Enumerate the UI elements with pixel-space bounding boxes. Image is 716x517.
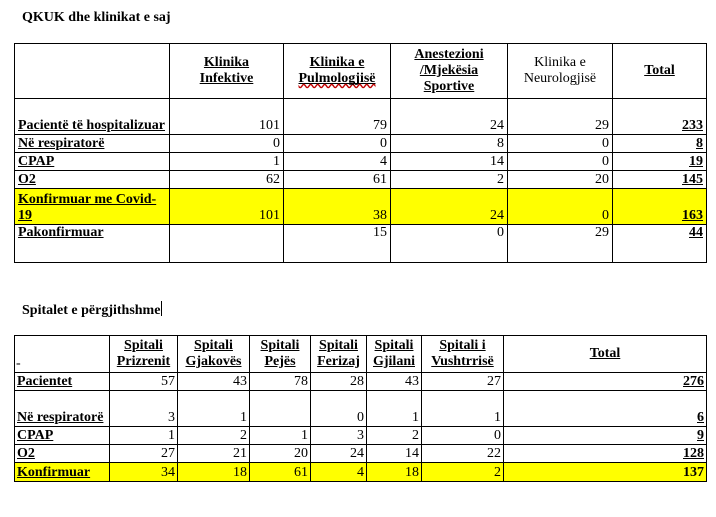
table-header-row bbox=[15, 336, 707, 373]
cell: 78 bbox=[250, 373, 311, 391]
col-header-total: Total bbox=[613, 44, 707, 99]
row-label-cpap: CPAP bbox=[15, 427, 110, 445]
cell: 29 bbox=[508, 99, 613, 135]
cell: 14 bbox=[391, 153, 508, 171]
cell: 101 bbox=[170, 99, 284, 135]
cell: 8 bbox=[391, 135, 508, 153]
cell: 20 bbox=[250, 445, 311, 463]
row-label-respiratore: Në respiratorë bbox=[15, 391, 110, 427]
cell: 0 bbox=[170, 135, 284, 153]
table-row-highlighted bbox=[15, 189, 707, 225]
row-label-cpap: CPAP bbox=[15, 153, 170, 171]
cell: 1 bbox=[250, 427, 311, 445]
cell: 24 bbox=[391, 189, 508, 225]
row-total: 137 bbox=[504, 463, 707, 482]
row-total: 6 bbox=[504, 391, 707, 427]
cell: 43 bbox=[367, 373, 422, 391]
table-row bbox=[15, 445, 707, 463]
clinics-table bbox=[14, 43, 707, 263]
table-row bbox=[15, 427, 707, 445]
cell: 2 bbox=[422, 463, 504, 482]
cell: 29 bbox=[508, 225, 613, 263]
cell: 0 bbox=[311, 391, 367, 427]
cell: 24 bbox=[311, 445, 367, 463]
col-header-klinika-infektive: Klinika Infektive bbox=[170, 44, 284, 99]
section2-title-text: Spitalet e përgjithshme bbox=[22, 303, 161, 318]
cell: 38 bbox=[284, 189, 391, 225]
text-cursor bbox=[161, 301, 162, 316]
cell: 21 bbox=[178, 445, 250, 463]
col-header-klinika-pulmologjise: Klinika e Pulmologjisë bbox=[284, 44, 391, 99]
row-total: 145 bbox=[613, 171, 707, 189]
col-header-spitali-prizrenit: Spitali Prizrenit bbox=[110, 336, 178, 373]
cell: 57 bbox=[110, 373, 178, 391]
row-total: 8 bbox=[613, 135, 707, 153]
cell: 0 bbox=[391, 225, 508, 263]
cell: 0 bbox=[284, 135, 391, 153]
row-label-pacientet: Pacientet bbox=[15, 373, 110, 391]
cell: 43 bbox=[178, 373, 250, 391]
col-header-spitali-pejes: Spitali Pejës bbox=[250, 336, 311, 373]
cell: 24 bbox=[391, 99, 508, 135]
row-label-pakonfirmuar: Pakonfirmuar bbox=[15, 225, 170, 263]
cell: 0 bbox=[422, 427, 504, 445]
header-corner-cell bbox=[15, 336, 110, 373]
cell: 18 bbox=[178, 463, 250, 482]
col-header-total: Total bbox=[504, 336, 707, 373]
cell: 3 bbox=[311, 427, 367, 445]
cell: 1 bbox=[422, 391, 504, 427]
cell: 34 bbox=[110, 463, 178, 482]
row-label-o2: O2 bbox=[15, 171, 170, 189]
cell: 27 bbox=[110, 445, 178, 463]
row-label-konfirmuar-covid: Konfirmuar me Covid-19 bbox=[15, 189, 170, 225]
table-row bbox=[15, 171, 707, 189]
table-header-row bbox=[15, 44, 707, 99]
cell: 15 bbox=[284, 225, 391, 263]
cell: 1 bbox=[170, 153, 284, 171]
row-total: 19 bbox=[613, 153, 707, 171]
cell: 27 bbox=[422, 373, 504, 391]
row-label-o2: O2 bbox=[15, 445, 110, 463]
cell: 79 bbox=[284, 99, 391, 135]
row-total: 233 bbox=[613, 99, 707, 135]
row-label-konfirmuar: Konfirmuar bbox=[15, 463, 110, 482]
cell: 18 bbox=[367, 463, 422, 482]
cell: 1 bbox=[367, 391, 422, 427]
cell: 4 bbox=[284, 153, 391, 171]
cell bbox=[170, 225, 284, 263]
cell: 3 bbox=[110, 391, 178, 427]
cell: 4 bbox=[311, 463, 367, 482]
col-header-klinika-neurologjise: Klinika e Neurologjisë bbox=[508, 44, 613, 99]
cell: 2 bbox=[178, 427, 250, 445]
cell: 22 bbox=[422, 445, 504, 463]
cell: 0 bbox=[508, 135, 613, 153]
section1-title-text: QKUK dhe klinikat e saj bbox=[22, 10, 171, 25]
cell: 1 bbox=[178, 391, 250, 427]
row-total: 276 bbox=[504, 373, 707, 391]
row-total: 9 bbox=[504, 427, 707, 445]
cell: 2 bbox=[391, 171, 508, 189]
table-row bbox=[15, 373, 707, 391]
col-header-spitali-gjakoves: Spitali Gjakovës bbox=[178, 336, 250, 373]
table-row bbox=[15, 391, 707, 427]
cell: 0 bbox=[508, 153, 613, 171]
row-total: 44 bbox=[613, 225, 707, 263]
cell: 61 bbox=[284, 171, 391, 189]
section1-title bbox=[22, 10, 171, 26]
cell: 62 bbox=[170, 171, 284, 189]
row-label-hospitalizuar: Pacientë të hospitalizuar bbox=[15, 99, 170, 135]
col-header-anestezioni: Anestezioni /Mjekësia Sportive bbox=[391, 44, 508, 99]
row-label-respiratore: Në respiratorë bbox=[15, 135, 170, 153]
row-total: 163 bbox=[613, 189, 707, 225]
row-total: 128 bbox=[504, 445, 707, 463]
cell: 0 bbox=[508, 189, 613, 225]
cell: 2 bbox=[367, 427, 422, 445]
col-header-spitali-ferizaj: Spitali Ferizaj bbox=[311, 336, 367, 373]
table-row bbox=[15, 99, 707, 135]
cell: 1 bbox=[110, 427, 178, 445]
table-row bbox=[15, 135, 707, 153]
col-header-spitali-gjilani: Spitali Gjilani bbox=[367, 336, 422, 373]
cell bbox=[250, 391, 311, 427]
hospitals-table bbox=[14, 335, 707, 482]
corner-mark: - bbox=[16, 356, 21, 371]
cell: 61 bbox=[250, 463, 311, 482]
section2-title bbox=[22, 301, 162, 319]
cell: 101 bbox=[170, 189, 284, 225]
col-header-spitali-vushtrrise: Spitali i Vushtrrisë bbox=[422, 336, 504, 373]
cell: 28 bbox=[311, 373, 367, 391]
table-row-highlighted bbox=[15, 463, 707, 482]
header-corner-cell bbox=[15, 44, 170, 99]
cell: 14 bbox=[367, 445, 422, 463]
table-row bbox=[15, 153, 707, 171]
table-row bbox=[15, 225, 707, 263]
cell: 20 bbox=[508, 171, 613, 189]
